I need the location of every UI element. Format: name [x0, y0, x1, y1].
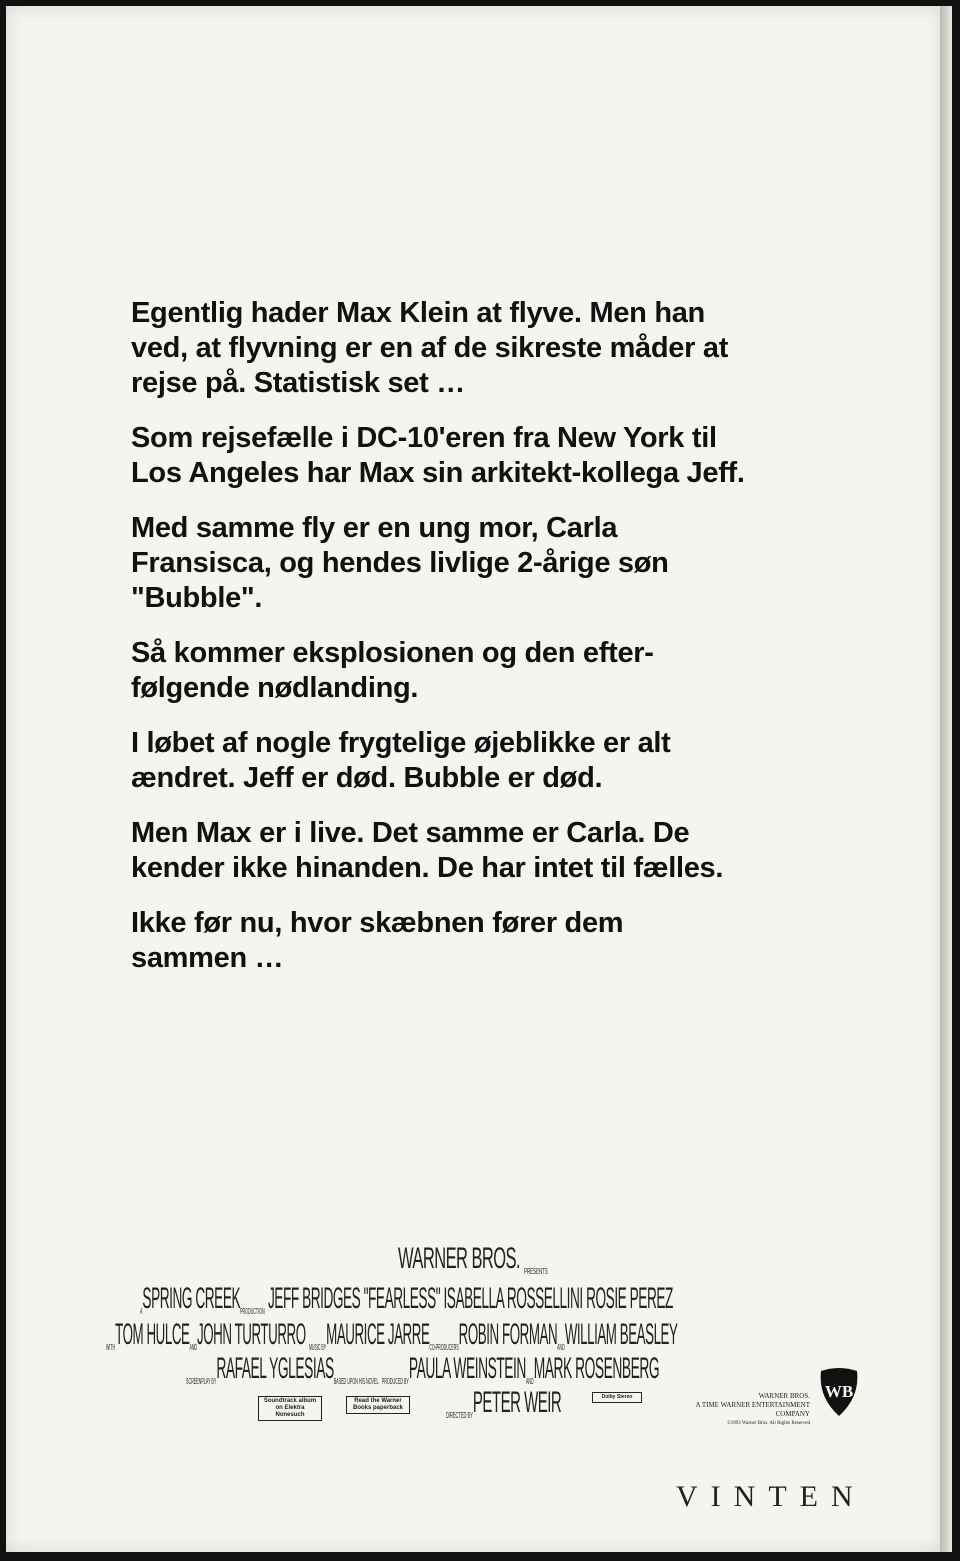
director: PETER WEIR — [472, 1386, 562, 1419]
star: TOM HULCE — [115, 1318, 190, 1351]
and-label: AND — [525, 1377, 534, 1386]
blurb-text — [131, 296, 851, 996]
credit-line-presenter — [398, 1242, 548, 1276]
directed-label: DIRECTED BY — [446, 1411, 473, 1420]
blurb-paragraph: Ikke før nu, hvor skæbnen fører dem sammen … — [131, 907, 624, 974]
star: JOHN TURTURRO — [196, 1318, 306, 1351]
composer: MAURICE JARRE — [326, 1318, 430, 1351]
credit-line-director — [446, 1386, 561, 1420]
presents-label: PRESENTS — [524, 1267, 548, 1276]
star: ROSIE PEREZ — [586, 1282, 673, 1315]
coproducer: WILLIAM BEASLEY — [564, 1318, 678, 1351]
credit-line-cast — [140, 1282, 673, 1316]
wb-tagline: A TIME WARNER ENTERTAINMENT COMPANY — [695, 1401, 810, 1418]
publisher-logo: VINTEN — [676, 1480, 866, 1513]
star: ISABELLA ROSSELLINI — [443, 1282, 583, 1315]
blurb-paragraph: Som rejsefælle i DC-10'eren fra New York til Los Angeles har Max sin arkitekt-kollega Jeff. — [131, 422, 745, 489]
production-label: PRODUCTION — [240, 1307, 265, 1316]
writer: RAFAEL YGLESIAS — [216, 1352, 334, 1385]
company: SPRING CREEK — [142, 1282, 241, 1315]
film-title: "FEARLESS" — [363, 1282, 441, 1315]
cover-edge — [940, 6, 952, 1552]
dolby-logo: Dolby Stereo — [592, 1392, 642, 1403]
presenter: WARNER BROS. — [398, 1242, 521, 1275]
wb-shield-logo — [818, 1367, 860, 1417]
and-label: AND — [557, 1343, 565, 1352]
blurb-paragraph: Egentlig hader Max Klein at flyve. Men han ved, at flyvning er en af de sikreste måder at rejse på. Statistisk set … — [131, 297, 729, 399]
blurb-paragraph: I løbet af nogle frygtelige øjeblikke er alt ændret. Jeff er død. Bubble er død. — [131, 727, 671, 794]
producer: MARK ROSENBERG — [533, 1352, 660, 1385]
with-label: WITH — [106, 1343, 116, 1352]
coproducer: ROBIN FORMAN — [458, 1318, 558, 1351]
produced-label: PRODUCED BY — [381, 1377, 409, 1386]
blurb-paragraph: Med samme fly er en ung mor, Carla Fransisca, og hendes livlige 2-årige søn "Bubble". — [131, 512, 669, 614]
wb-company: WARNER BROS. — [758, 1392, 810, 1400]
warner-company-text — [660, 1392, 810, 1428]
wb-copyright: ©1993 Warner Bros. All Rights Reserved — [726, 1421, 810, 1426]
credit-line-writers — [186, 1352, 659, 1386]
paperback-badge: Read the Warner Books paperback — [346, 1396, 410, 1414]
star: JEFF BRIDGES — [267, 1282, 361, 1315]
credit-line-cast2 — [106, 1318, 677, 1352]
producer: PAULA WEINSTEIN — [408, 1352, 526, 1385]
screenplay-label: SCREENPLAY BY — [186, 1377, 217, 1386]
coproducers-label: CO-PRODUCERS — [429, 1343, 459, 1352]
and-label: AND — [189, 1343, 197, 1352]
based-upon-label: BASED UPON HIS NOVEL — [333, 1377, 379, 1386]
a-label: A — [140, 1307, 143, 1316]
blurb-paragraph: Så kommer eksplosionen og den efter- følgende nødlanding. — [131, 637, 654, 704]
blurb-paragraph: Men Max er i live. Det samme er Carla. De kender ikke hinanden. De har intet til fælles. — [131, 817, 724, 884]
svg-text:WB: WB — [824, 1382, 854, 1401]
soundtrack-badge: Soundtrack album on Elektra Nonesuch — [258, 1396, 322, 1421]
music-label: MUSIC BY — [308, 1343, 327, 1352]
